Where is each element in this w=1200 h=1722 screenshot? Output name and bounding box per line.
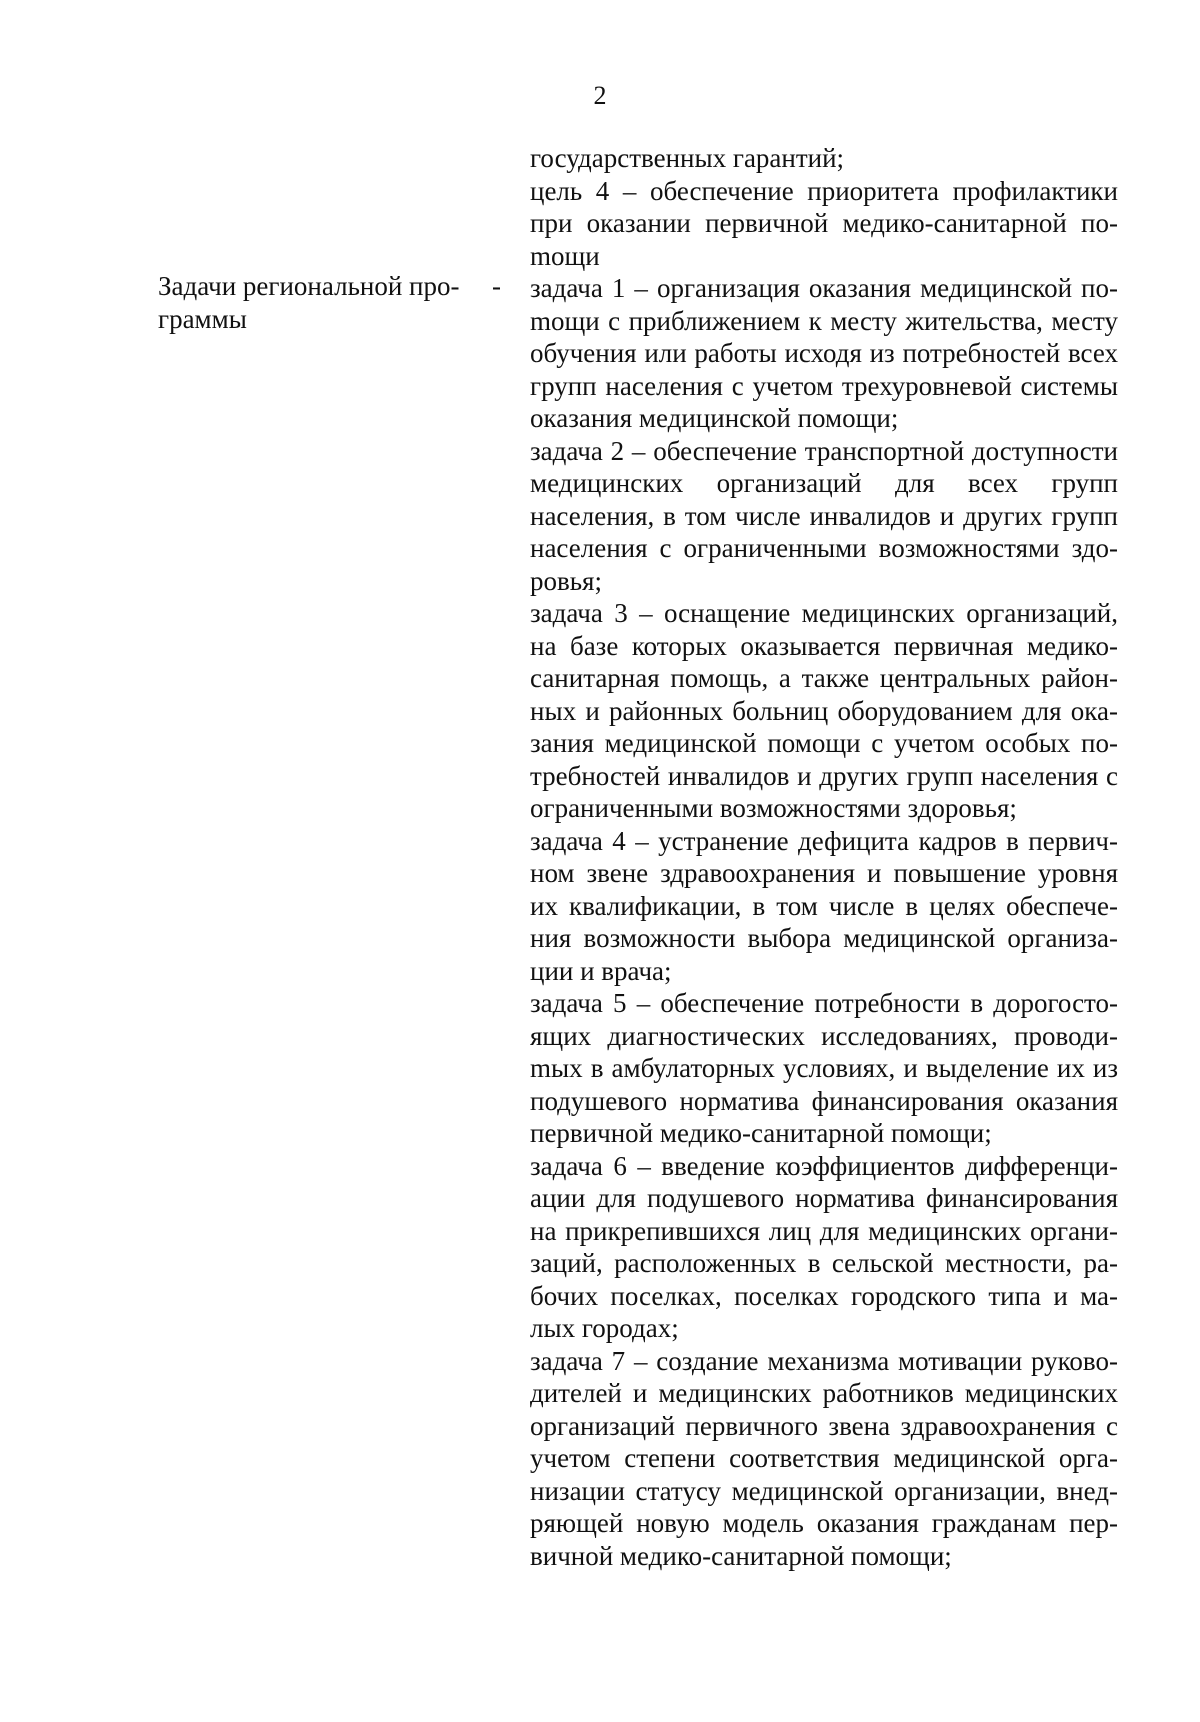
paragraph-guarantees: государственных гарантий; — [530, 143, 845, 173]
label-dash: - — [492, 271, 501, 301]
paragraph-goal-4: цель 4 – обеспечение приоритета профилактики при оказании первичной медико-санитарной поmощи — [530, 175, 1118, 271]
paragraph-task-4: задача 4 – устранение дефицита кадров в первичном звене здравоохранения и повышение уровня их квалификации, в том числе в целях обеспечения возможности выбора медицинской организации и врача; — [530, 825, 1118, 986]
paragraph-task-1: задача 1 – организация оказания медицинской поmощи с приближением к месту жительства, месту обучения или работы исходя из потребностей всех групп населения с учетом трехуровневой системы оказания медицинской помощи; — [530, 273, 1118, 433]
paragraph-task-5: задача 5 – обеспечение потребности в дорогостоящих диагностических исследованиях, проводиmых в амбулаторных условиях, и выделение их из подушевого норматива финансирования оказания первичной медико-санитарной помощи; — [530, 988, 1118, 1148]
paragraph-task-7: задача 7 – создание механизма мотивации руководителей и медицинских работников медицинских организаций первичного звена здравоохранения с учетом степени соответствия медицинской организации статусу медицинской организации, внедряющей новую модель оказания гражданам первичной медико-санитарной помощи; — [530, 1345, 1118, 1571]
section-label-line-2: граммы — [158, 303, 247, 334]
tasks-column — [530, 142, 1118, 1572]
page-number: 2 — [593, 81, 607, 110]
section-label-line-1: Задачи региональной про- — [158, 271, 460, 301]
paragraph-task-3: задача 3 – оснащение медицинских организаций, на базе которых оказывается первичная медико-санитарная помощь, а также центральных районных и районных больниц оборудованием для оказания медицинской помощи с учетом особых потребностей инвалидов и других групп населения с ограниченными возможностями здоровья; — [530, 598, 1118, 823]
paragraph-task-6: задача 6 – введение коэффициентов дифференциации для подушевого норматива финансирования на прикрепившихся лиц для медицинских организаций, расположенных в сельской местности, рабочих поселках, поселках городского типа и малых городах; — [530, 1150, 1118, 1343]
paragraph-task-2: задача 2 – обеспечение транспортной доступности медицинских организаций для всех групп населения, в том числе инвалидов и других групп населения с ограниченными возможностями здоровья; — [530, 435, 1118, 596]
section-label — [158, 270, 488, 335]
